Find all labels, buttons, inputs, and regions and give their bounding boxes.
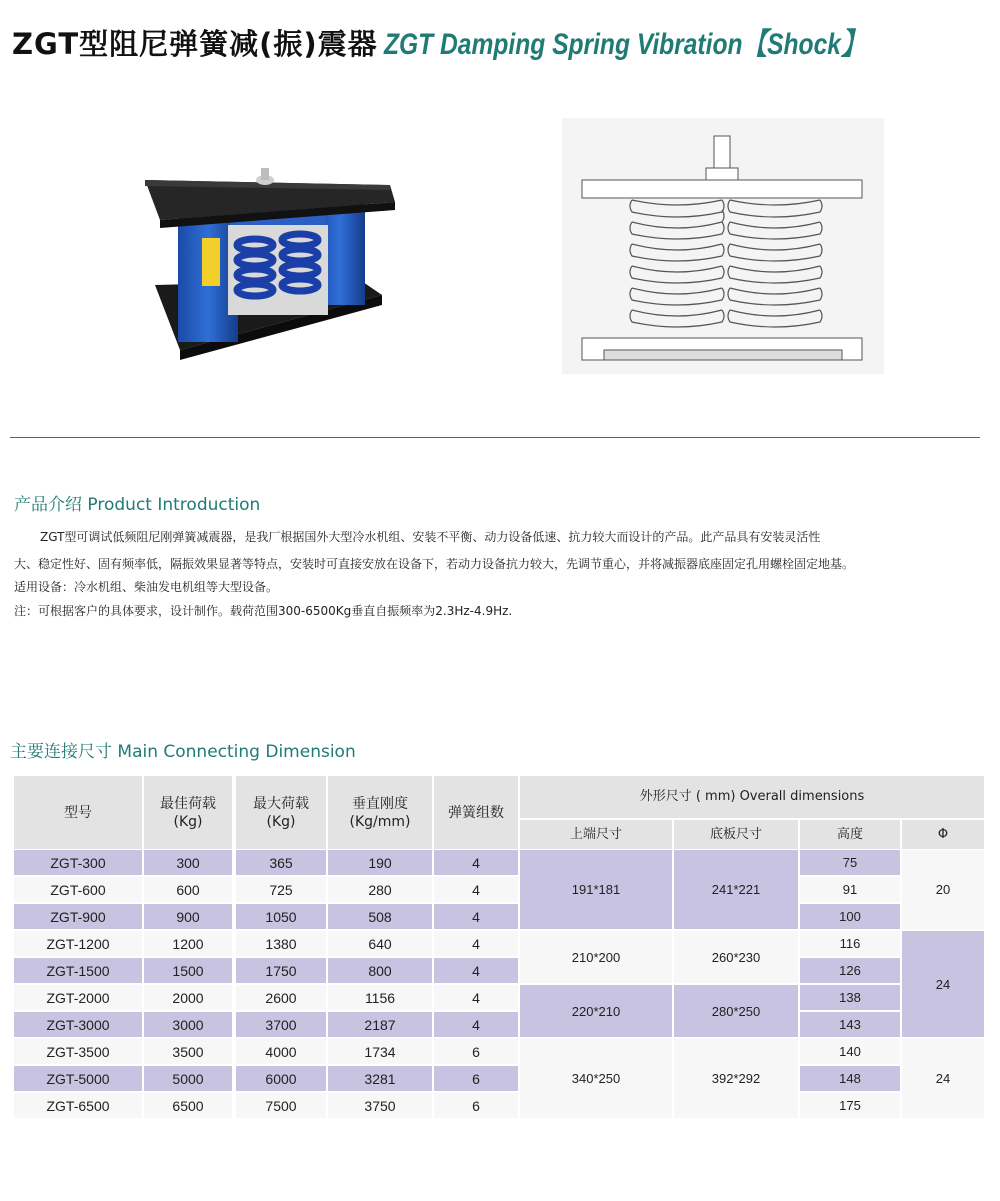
cell-base-size: 280*250 xyxy=(674,985,798,1037)
cell-max-load: 1380 xyxy=(236,931,326,956)
cell-height: 148 xyxy=(800,1066,900,1091)
header-top-size: 上端尺寸 xyxy=(520,820,672,849)
cell-height: 175 xyxy=(800,1093,900,1118)
cell-best-load: 900 xyxy=(144,904,232,929)
cell-spring-groups: 6 xyxy=(434,1093,518,1118)
cell-height: 75 xyxy=(800,850,900,875)
cell-base-size: 392*292 xyxy=(674,1039,798,1118)
section-divider xyxy=(10,437,980,438)
cell-phi: 24 xyxy=(902,931,984,1037)
cell-best-load: 300 xyxy=(144,850,232,875)
cell-top-size: 340*250 xyxy=(520,1039,672,1118)
cell-spring-groups: 4 xyxy=(434,850,518,875)
cell-model: ZGT-900 xyxy=(14,904,142,929)
cell-spring-groups: 4 xyxy=(434,1012,518,1037)
cell-best-load: 1200 xyxy=(144,931,232,956)
product-photo xyxy=(140,160,400,360)
cell-spring-groups: 6 xyxy=(434,1039,518,1064)
cell-best-load: 600 xyxy=(144,877,232,902)
cell-stiffness: 3281 xyxy=(328,1066,432,1091)
cell-height: 126 xyxy=(800,958,900,983)
cell-height: 140 xyxy=(800,1039,900,1064)
cell-stiffness: 508 xyxy=(328,904,432,929)
dimension-heading: 主要连接尺寸 Main Connecting Dimension xyxy=(10,742,356,762)
cell-top-size: 220*210 xyxy=(520,985,672,1037)
dimension-table xyxy=(14,776,984,1118)
cell-max-load: 2600 xyxy=(236,985,326,1010)
cell-spring-groups: 6 xyxy=(434,1066,518,1091)
cell-max-load: 725 xyxy=(236,877,326,902)
page-title xyxy=(12,26,971,67)
cell-max-load: 365 xyxy=(236,850,326,875)
cell-phi: 20 xyxy=(902,850,984,929)
cell-best-load: 5000 xyxy=(144,1066,232,1091)
cell-spring-groups: 4 xyxy=(434,958,518,983)
cell-height: 91 xyxy=(800,877,900,902)
cell-max-load: 7500 xyxy=(236,1093,326,1118)
header-best-load: 最佳荷载 (Kg) xyxy=(144,776,232,849)
cell-spring-groups: 4 xyxy=(434,985,518,1010)
cell-model: ZGT-5000 xyxy=(14,1066,142,1091)
cell-best-load: 3000 xyxy=(144,1012,232,1037)
header-max-load: 最大荷载 (Kg) xyxy=(236,776,326,849)
cell-max-load: 1750 xyxy=(236,958,326,983)
header-phi: Φ xyxy=(902,820,984,849)
cell-best-load: 2000 xyxy=(144,985,232,1010)
cell-phi: 24 xyxy=(902,1039,984,1118)
intro-heading: 产品介绍 Product Introduction xyxy=(14,495,261,515)
header-spring-groups: 弹簧组数 xyxy=(434,776,518,849)
header-stiffness: 垂直刚度 (Kg/mm) xyxy=(328,776,432,849)
cell-best-load: 6500 xyxy=(144,1093,232,1118)
cell-model: ZGT-2000 xyxy=(14,985,142,1010)
cell-model: ZGT-300 xyxy=(14,850,142,875)
cell-max-load: 4000 xyxy=(236,1039,326,1064)
cell-max-load: 1050 xyxy=(236,904,326,929)
intro-line-3: 适用设备：冷水机组、柴油发电机组等大型设备。 xyxy=(14,580,279,594)
cell-stiffness: 190 xyxy=(328,850,432,875)
cell-height: 138 xyxy=(800,985,900,1010)
technical-drawing xyxy=(562,118,884,374)
cell-stiffness: 2187 xyxy=(328,1012,432,1037)
cell-stiffness: 1734 xyxy=(328,1039,432,1064)
title-english: ZGT Damping Spring Vibration【Shock】 xyxy=(383,28,866,61)
cell-spring-groups: 4 xyxy=(434,877,518,902)
cell-top-size: 210*200 xyxy=(520,931,672,983)
intro-line-1: ZGT型可调试低频阻尼刚弹簧减震器，是我厂根据国外大型冷水机组、安装不平衡、动力设备低速、抗力较大而设计的产品。此产品具有安装灵活性 xyxy=(40,530,821,544)
cell-best-load: 3500 xyxy=(144,1039,232,1064)
cell-height: 100 xyxy=(800,904,900,929)
cell-base-size: 260*230 xyxy=(674,931,798,983)
cell-model: ZGT-1500 xyxy=(14,958,142,983)
intro-line-2: 大、稳定性好、固有频率低，隔振效果显著等特点，安装时可直接安放在设备下，若动力设备抗力较大，先调节重心，并将减振器底座固定孔用螺栓固定地基。 xyxy=(14,557,855,571)
cell-model: ZGT-600 xyxy=(14,877,142,902)
cell-stiffness: 3750 xyxy=(328,1093,432,1118)
cell-max-load: 6000 xyxy=(236,1066,326,1091)
cell-model: ZGT-6500 xyxy=(14,1093,142,1118)
cell-height: 116 xyxy=(800,931,900,956)
cell-model: ZGT-3500 xyxy=(14,1039,142,1064)
header-height: 高度 xyxy=(800,820,900,849)
header-model: 型号 xyxy=(14,776,142,849)
cell-base-size: 241*221 xyxy=(674,850,798,929)
cell-spring-groups: 4 xyxy=(434,904,518,929)
cell-stiffness: 800 xyxy=(328,958,432,983)
header-overall-dimensions: 外形尺寸 ( mm) Overall dimensions xyxy=(520,776,984,818)
title-chinese: ZGT型阻尼弹簧减(振)震器 xyxy=(12,27,378,61)
header-base-size: 底板尺寸 xyxy=(674,820,798,849)
intro-line-4: 注：可根据客户的具体要求，设计制作。载荷范围300-6500Kg垂直自振频率为2.3Hz-4.9Hz. xyxy=(14,604,513,618)
cell-stiffness: 640 xyxy=(328,931,432,956)
cell-height: 143 xyxy=(800,1012,900,1037)
cell-stiffness: 280 xyxy=(328,877,432,902)
cell-stiffness: 1156 xyxy=(328,985,432,1010)
cell-model: ZGT-1200 xyxy=(14,931,142,956)
cell-spring-groups: 4 xyxy=(434,931,518,956)
cell-model: ZGT-3000 xyxy=(14,1012,142,1037)
cell-best-load: 1500 xyxy=(144,958,232,983)
cell-top-size: 191*181 xyxy=(520,850,672,929)
cell-max-load: 3700 xyxy=(236,1012,326,1037)
